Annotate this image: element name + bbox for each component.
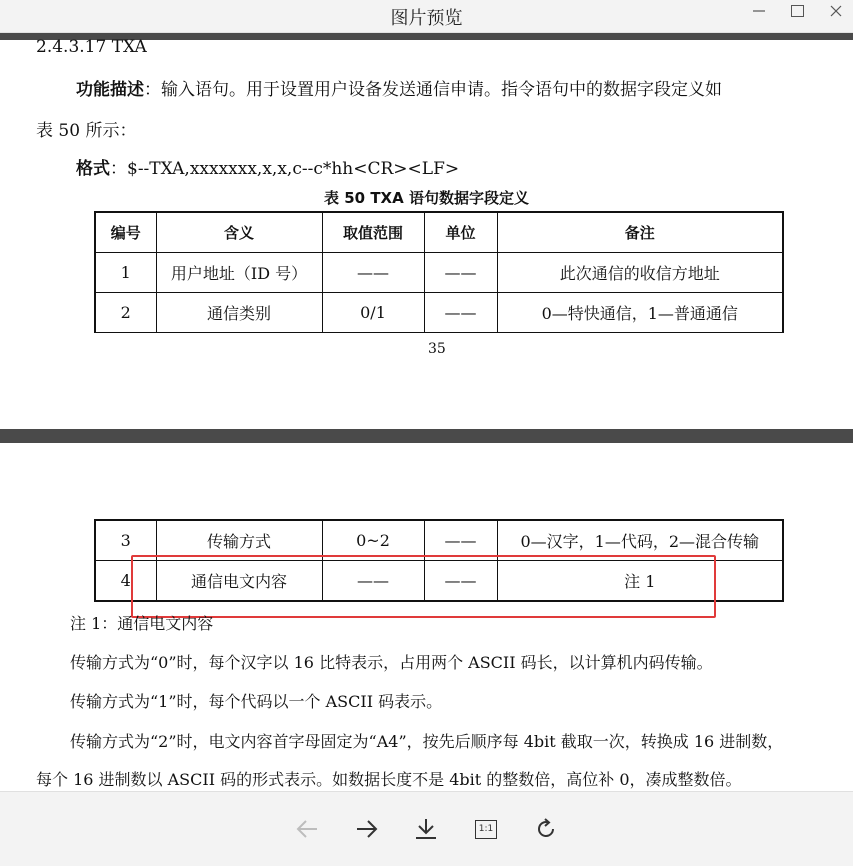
cell-unit: —— — [424, 253, 497, 293]
cell-unit: —— — [424, 293, 497, 333]
actual-size-button[interactable] — [468, 812, 504, 846]
cell-remark: 注 1 — [497, 561, 783, 602]
table-caption: 表 50 TXA 语句数据字段定义 — [324, 189, 529, 207]
note-line: 传输方式为“0”时，每个汉字以 16 比特表示，占用两个 ASCII 码长，以计算机内码传输。 — [70, 653, 713, 672]
cell-range: 0/1 — [322, 293, 424, 333]
cell-number: 2 — [95, 293, 156, 333]
close-icon — [830, 5, 842, 17]
function-description — [76, 75, 722, 100]
back-arrow-icon — [295, 819, 319, 839]
rotate-button[interactable] — [528, 812, 564, 846]
cell-unit: —— — [424, 520, 497, 561]
header-range: 取值范围 — [322, 212, 424, 253]
table-header-row — [95, 212, 783, 253]
note-line: 传输方式为“1”时，每个代码以一个 ASCII 码表示。 — [70, 692, 443, 711]
previous-button[interactable] — [289, 812, 325, 846]
cell-meaning: 用户地址（ID 号） — [156, 253, 322, 293]
note-line: 传输方式为“2”时，电文内容首字母固定为“A4”，按先后顺序每 4bit 截取一次，转换成 16 进制数， — [70, 732, 784, 751]
format-label: 格式 — [76, 159, 110, 179]
maximize-button[interactable] — [777, 0, 817, 22]
note-line: 每个 16 进制数以 ASCII 码的形式表示。如数据长度不是 4bit 的整数倍，高位补 0，凑成整数倍。 — [36, 770, 742, 789]
format-line — [76, 154, 459, 179]
table-row — [95, 253, 783, 293]
header-unit: 单位 — [424, 212, 497, 253]
cell-meaning: 传输方式 — [156, 520, 322, 561]
header-remark: 备注 — [497, 212, 783, 253]
forward-arrow-icon — [355, 819, 379, 839]
next-button[interactable] — [349, 812, 385, 846]
header-meaning: 含义 — [156, 212, 322, 253]
rotate-icon — [534, 817, 558, 841]
cell-remark: 0—特快通信，1—普通通信 — [497, 293, 783, 333]
cell-remark: 此次通信的收信方地址 — [497, 253, 783, 293]
cell-range: —— — [322, 253, 424, 293]
data-field-table-part1 — [94, 211, 784, 333]
function-text-continued: 表 50 所示： — [36, 121, 137, 141]
download-icon — [414, 818, 438, 840]
table-row — [95, 293, 783, 333]
function-text: ：输入语句。用于设置用户设备发送通信申请。指令语句中的数据字段定义如 — [144, 80, 722, 100]
download-button[interactable] — [408, 812, 444, 846]
cell-range: 0~2 — [322, 520, 424, 561]
cell-range: —— — [322, 561, 424, 602]
cell-unit: —— — [424, 561, 497, 602]
close-button[interactable] — [816, 0, 853, 22]
note-title: 注 1：通信电文内容 — [70, 614, 214, 633]
cell-number: 3 — [95, 520, 156, 561]
page-divider — [0, 429, 853, 443]
cell-remark: 0—汉字，1—代码，2—混合传输 — [497, 520, 783, 561]
page-number: 35 — [428, 341, 446, 357]
function-label: 功能描述 — [76, 80, 144, 100]
image-viewer[interactable] — [0, 33, 853, 791]
viewer-toolbar — [0, 791, 853, 866]
header-number: 编号 — [95, 212, 156, 253]
cell-meaning: 通信类别 — [156, 293, 322, 333]
cell-number: 1 — [95, 253, 156, 293]
maximize-icon — [791, 5, 804, 17]
minimize-button[interactable] — [739, 0, 779, 22]
section-heading: 2.4.3.17 TXA — [36, 37, 147, 57]
minimize-icon — [753, 5, 765, 17]
title-bar — [0, 0, 853, 33]
red-highlight-box — [131, 555, 716, 618]
window-title: 图片预览 — [390, 8, 463, 29]
format-text: ：$--TXA,xxxxxxx,x,x,c--c*hh<CR><LF> — [110, 159, 460, 179]
cell-number: 4 — [95, 561, 156, 602]
cell-meaning: 通信电文内容 — [156, 561, 322, 602]
actual-size-icon: 1:1 — [475, 820, 497, 839]
